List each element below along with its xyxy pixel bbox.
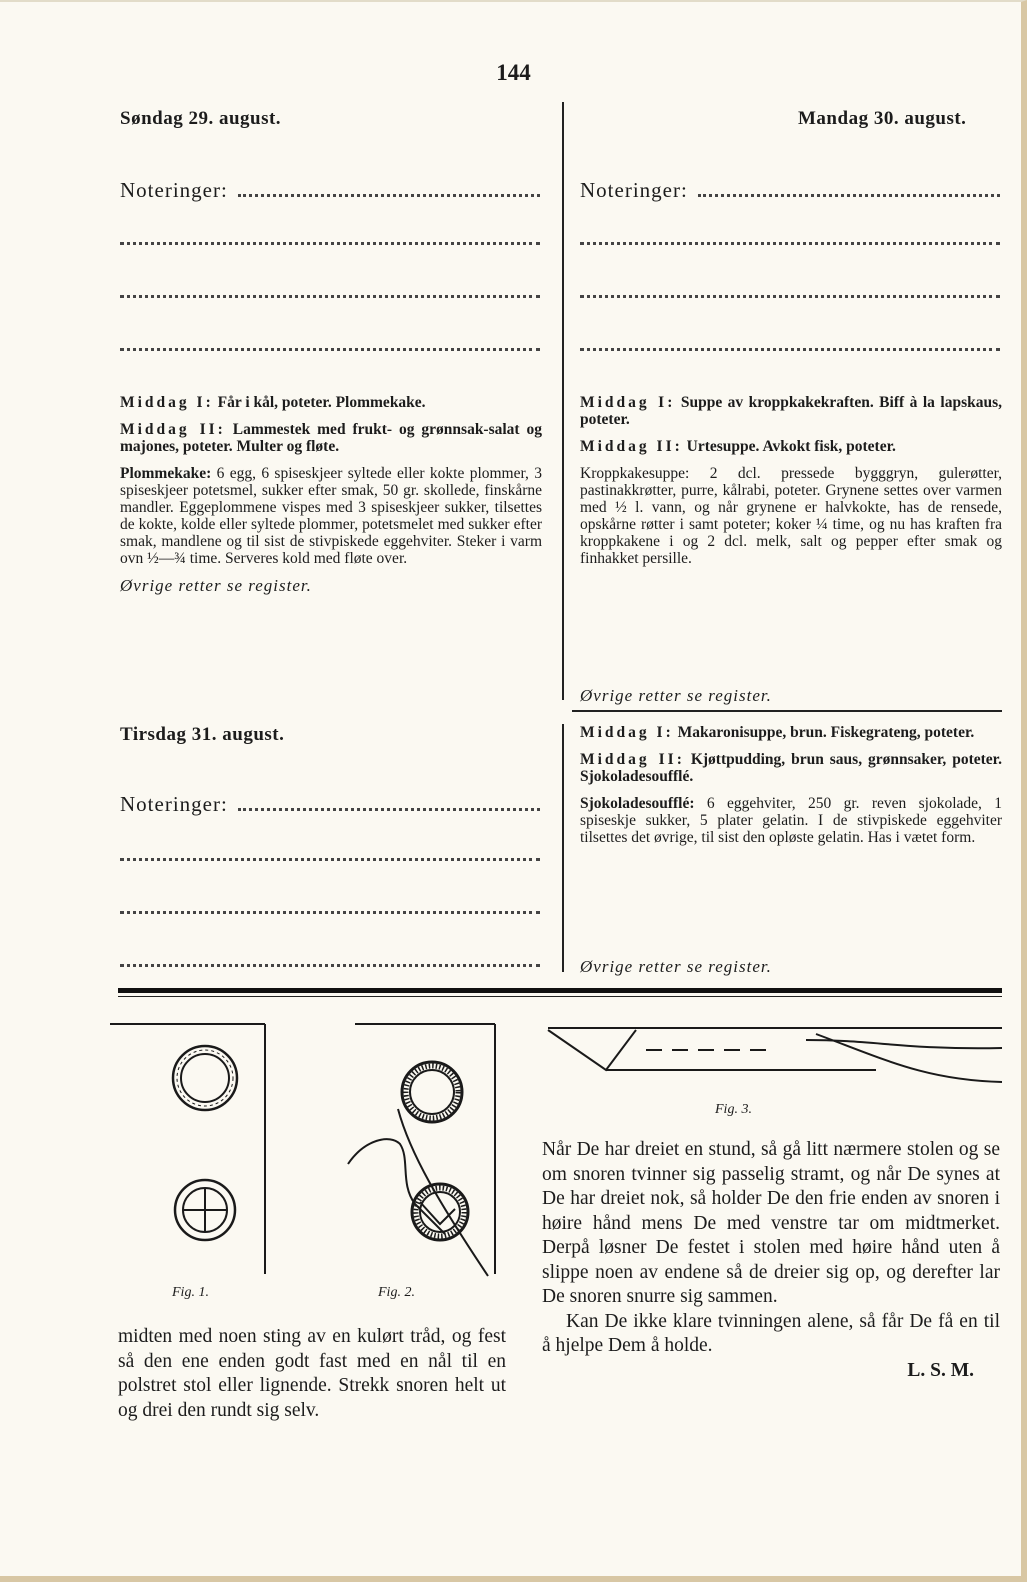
- article-left-text: midten med noen sting av en kulørt tråd, og fest så den ene enden godt fast med en nål til en polstret stol eller lignende. Strekk snoren helt ut og drei den rundt sig selv.: [118, 1326, 506, 1421]
- sunday-notes-label: Noteringer:: [120, 178, 228, 202]
- tuesday-notes: [120, 792, 540, 817]
- tuesday-heading: Tirsdag 31. august.: [120, 724, 285, 745]
- article-top-rule: [118, 988, 1002, 993]
- notes-dotted-line: [120, 964, 540, 967]
- monday-middag2-label: Middag II:: [580, 438, 683, 455]
- sunday-other-dishes: Øvrige retter se register.: [120, 576, 312, 595]
- article-paragraph-1: Når De har dreiet en stund, så gå litt nærmere stolen og se om snoren tvinner sig passelig stramt, og når De synes at De har dreiet nok, så holder De den frie enden av snoren i høire hånd mens De med venstre tar om midtmerket. Derpå løsner De festet i stolen med høire hånd uten å slippe noen av endene så de dreier sig op, og derefter lar De snoren snurre sig sammen.: [542, 1139, 1000, 1307]
- monday-middag1-text: Suppe av kroppkakekraften. Biff à la lapskaus, poteter.: [580, 394, 1002, 428]
- tuesday-middag1-text: Makaronisuppe, brun. Fiskegrateng, poteter.: [677, 724, 975, 741]
- article-top-rule-thin: [118, 996, 1002, 997]
- sunday-middag1-label: Middag I:: [120, 394, 214, 411]
- notes-dotted-line: [120, 348, 540, 351]
- tuesday-middag2-text: Kjøttpudding, brun saus, grønnsaker, poteter. Sjokoladesoufflé.: [580, 751, 1002, 785]
- column-divider: [562, 102, 564, 700]
- fig3-drawing: [546, 1020, 1002, 1110]
- tuesday-menu: [580, 724, 1002, 856]
- notes-dotted-line: [698, 194, 1000, 197]
- fig1-caption: Fig. 1.: [172, 1285, 209, 1300]
- notes-dotted-line: [120, 858, 540, 861]
- notes-dotted-line: [238, 194, 540, 197]
- fig3-caption: Fig. 3.: [715, 1102, 752, 1117]
- article-paragraph-2: Kan De ikke klare tvinningen alene, så får De få en til å hjelpe Dem å holde.: [542, 1310, 1000, 1356]
- notes-dotted-line: [120, 911, 540, 914]
- sunday-heading: Søndag 29. august.: [120, 108, 282, 129]
- figures-1-2: [110, 1014, 510, 1294]
- monday-middag1-label: Middag I:: [580, 394, 676, 411]
- monday-recipe-text: 2 dcl. pressede bygggryn, gulerøtter, pastinakkrøtter, purre, kålrabi, poteter. Grynene settes over varmen med ½ l. vann, og når grynene er halvkokte, has de rensede, opskårne røtter i samt poteter; koker ¼ time, og nu has kraften fra kroppkakene i og 2 dcl. melk, salt og pepper efter smak og finhakket persille.: [580, 465, 1003, 567]
- notes-dotted-line: [580, 348, 1000, 351]
- tuesday-recipe-title: Sjokoladesoufflé:: [580, 795, 695, 812]
- article-signature: L. S. M.: [907, 1359, 974, 1381]
- tuesday-other-dishes: Øvrige retter se register.: [580, 957, 772, 976]
- sunday-middag2-text: Lammestek med frukt- og grønnsak-salat og majones, poteter. Multer og fløte.: [120, 421, 543, 455]
- sunday-middag1-text: Får i kål, poteter. Plommekake.: [217, 394, 426, 411]
- fig2-drawing: [348, 1024, 495, 1276]
- sunday-middag2-label: Middag II:: [120, 421, 226, 438]
- tuesday-notes-label: Noteringer:: [120, 792, 228, 816]
- sunday-menu: [120, 394, 542, 604]
- monday-notes: [580, 178, 1000, 203]
- monday-middag2-text: Urtesuppe. Avkokt fisk, poteter.: [686, 438, 896, 455]
- notes-dotted-line: [120, 295, 540, 298]
- notes-dotted-line: [238, 808, 540, 811]
- sunday-recipe-text: 6 egg, 6 spiseskjeer syltede eller kokte plommer, 3 spiseskjeer potetsmel, sukker efter smak, 50 gr. skollede, finskårne mandler. Eggeplommene vispes med 3 spiseskjeer sukker, tilsettes de kokte, kolde eller syltede plommer, potetsmelet med sukker efter smak, mandlene og til sist de stivpiskede eggehviter. Steker i varm ovn ½—¾ time. Serveres kold med fløte over.: [120, 465, 543, 567]
- article-right-column: [542, 1138, 1000, 1383]
- article-left-column: [118, 1325, 506, 1423]
- column-divider-lower: [562, 724, 564, 972]
- tuesday-middag1-label: Middag I:: [580, 724, 674, 741]
- monday-notes-label: Noteringer:: [580, 178, 688, 202]
- monday-heading: Mandag 30. august.: [798, 108, 967, 129]
- sunday-recipe-title: Plommekake:: [120, 465, 212, 482]
- monday-other-dishes: Øvrige retter se register.: [580, 686, 772, 705]
- monday-recipe-title: Kroppkakesuppe:: [580, 465, 690, 482]
- notes-dotted-line: [580, 295, 1000, 298]
- section-rule: [572, 710, 1002, 712]
- tuesday-recipe-text: 6 eggehviter, 250 gr. reven sjokolade, 1 spiseskje sukker, 5 plater gelatin. I de stivpiskede eggehviter tilsettes det øvrige, til sist den opløste gelatin. Has i vætet form.: [580, 795, 1002, 846]
- notes-dotted-line: [580, 242, 1000, 245]
- fig2-caption: Fig. 2.: [378, 1285, 415, 1300]
- page-number: 144: [496, 60, 531, 85]
- notes-dotted-line: [120, 242, 540, 245]
- tuesday-middag2-label: Middag II:: [580, 751, 685, 768]
- fig1-drawing: [110, 1024, 265, 1274]
- sunday-notes: [120, 178, 540, 203]
- monday-menu: [580, 394, 1002, 577]
